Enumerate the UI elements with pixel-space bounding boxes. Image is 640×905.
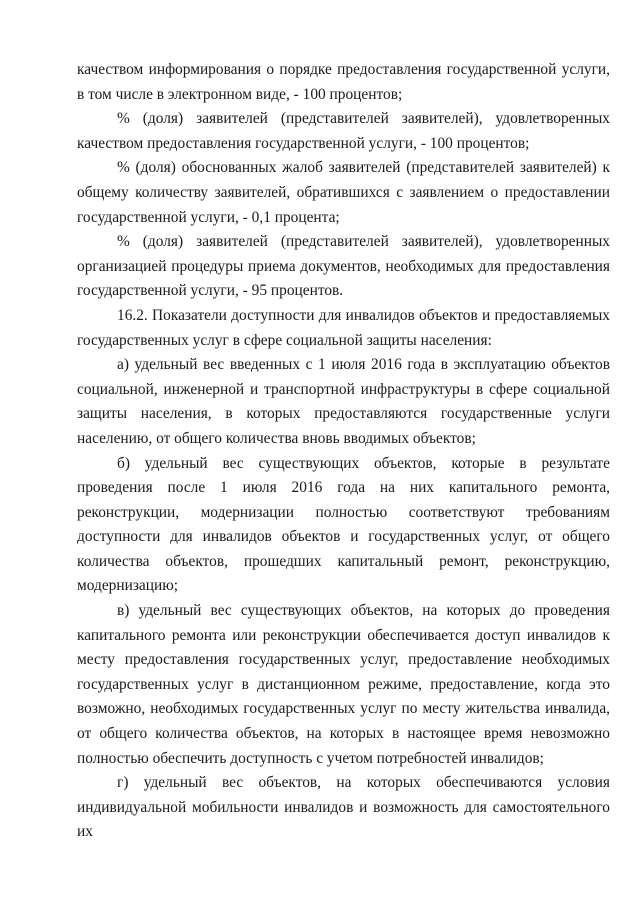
paragraph-continuation: качеством информирования о порядке предоставления государственной услуги, в том числе в электронном виде, - 100 процентов; bbox=[77, 61, 610, 103]
document-body bbox=[77, 58, 610, 845]
paragraph-section-16-2: 16.2. Показатели доступности для инвалидов объектов и предоставляемых государственных услуг в сфере социальной защиты населения: bbox=[77, 306, 610, 349]
paragraph-document-reception: % (доля) заявителей (представителей заявителей), удовлетворенных организацией процедуры приема документов, необходимых для предоставления государственной услуги, - 95 процентов. bbox=[77, 233, 610, 300]
paragraph-item-a: а) удельный вес введенных с 1 июля 2016 года в эксплуатацию объектов социальной, инженерной и транспортной инфраструктуры в сфере социальной защиты населения, в которых предоставляются государственные услуги населению, от общего количества вновь вводимых объектов; bbox=[77, 356, 610, 447]
paragraph-complaints-share: % (доля) обоснованных жалоб заявителей (представителей заявителей) к общему количеству заявителей, обратившихся с заявлением о предоставлении государственной услуги, - 0,1 процента; bbox=[77, 159, 610, 226]
paragraph-item-g: г) удельный вес объектов, на которых обеспечиваются условия индивидуальной мобильности инвалидов и возможность для самостоятельного их bbox=[77, 774, 610, 841]
paragraph-item-v: в) удельный вес существующих объектов, на которых до проведения капитального ремонта или реконструкции обеспечивается доступ инвалидов к месту предоставления государственных услуг, предоставление необходимых государственных услуг в дистанционном режиме, предоставление, когда это возможно, необходимых государственных услуг по месту жительства инвалида, от общего количества объектов, на которых в настоящее время невозможно полностью обеспечить доступность с учетом потребностей инвалидов; bbox=[77, 602, 610, 767]
paragraph-item-b: б) удельный вес существующих объектов, которые в результате проведения после 1 июля 2016 года на них капитального ремонта, реконструкции, модернизации полностью соответствуют требованиям доступности для инвалидов объектов и государственных услуг, от общего количества объектов, прошедших капитальный ремонт, реконструкцию, модернизацию; bbox=[77, 454, 610, 595]
paragraph-satisfied-quality: % (доля) заявителей (представителей заявителей), удовлетворенных качеством предоставления государственной услуги, - 100 процентов; bbox=[77, 110, 610, 152]
